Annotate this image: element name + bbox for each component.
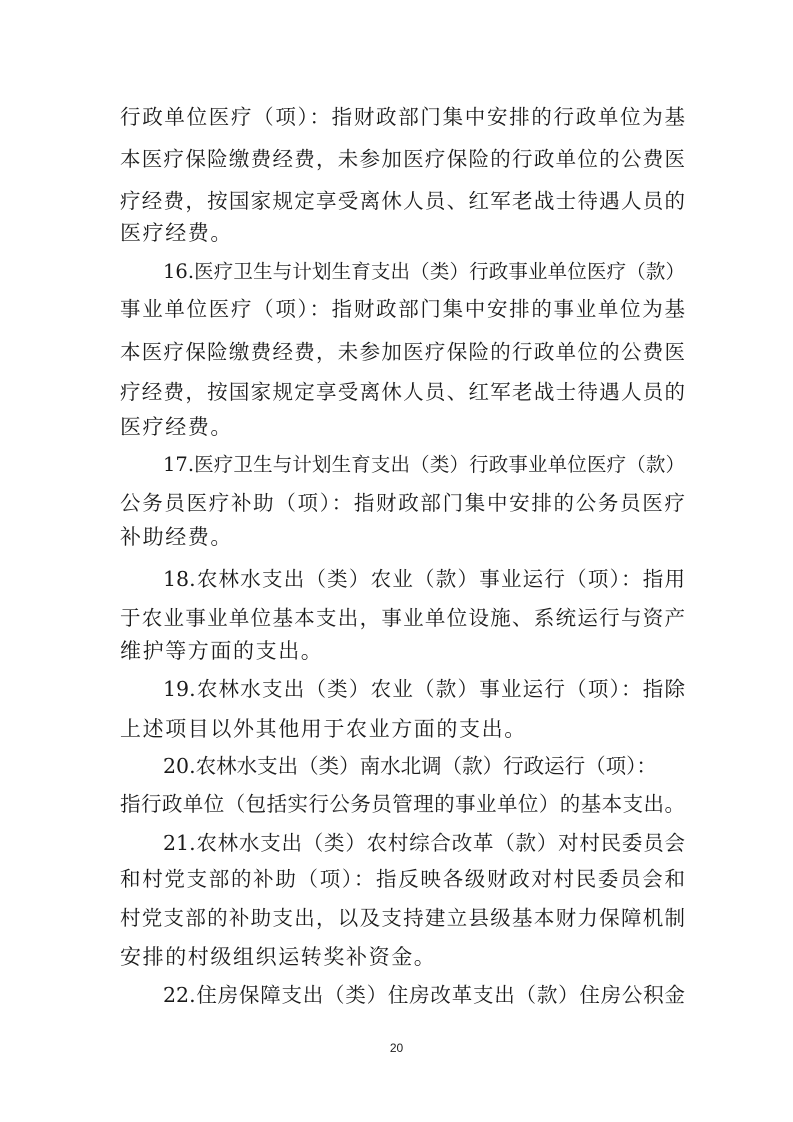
text-line: 上述项目以外其他用于农业方面的支出。: [120, 717, 527, 741]
paragraph-start-17: 17.医疗卫生与计划生育支出（类）行政事业单位医疗（款）: [163, 453, 685, 476]
paragraph-start-22: 22.住房保障支出（类）住房改革支出（款）住房公积金: [163, 983, 685, 1007]
text-line: 公务员医疗补助（项）：指财政部门集中安排的公务员医疗: [120, 491, 685, 515]
paragraph-start-19: 19.农林水支出（类）农业（款）事业运行（项）：指除: [163, 677, 685, 701]
text-line: 村党支部的补助支出，以及支持建立县级基本财力保障机制: [120, 906, 685, 930]
text-line: 安排的村级组织运转奖补资金。: [120, 945, 437, 969]
text-line: 医疗经费。: [120, 221, 233, 245]
text-line: 本医疗保险缴费经费，未参加医疗保险的行政单位的公费医: [120, 340, 685, 364]
text-line: 本医疗保险缴费经费，未参加医疗保险的行政单位的公费医: [120, 147, 685, 171]
text-line: 医疗经费。: [120, 415, 233, 439]
text-line: 事业单位医疗（项）：指财政部门集中安排的事业单位为基: [120, 297, 685, 321]
text-line: 指行政单位（包括实行公务员管理的事业单位）的基本支出。: [120, 792, 685, 816]
text-line: 行政单位医疗（项）：指财政部门集中安排的行政单位为基: [120, 105, 685, 129]
paragraph-start-21: 21.农林水支出（类）农村综合改革（款）对村民委员会: [163, 831, 685, 855]
paragraph-start-20: 20.农林水支出（类）南水北调（款）行政运行（项）：: [163, 754, 657, 778]
text-line: 补助经费。: [120, 525, 233, 549]
page-number: 20: [389, 1041, 404, 1055]
paragraph-start-18: 18.农林水支出（类）农业（款）事业运行（项）：指用: [163, 567, 685, 591]
text-line: 于农业事业单位基本支出，事业单位设施、系统运行与资产: [120, 606, 685, 630]
paragraph-start-16: 16.医疗卫生与计划生育支出（类）行政事业单位医疗（款）: [163, 260, 685, 283]
text-line: 和村党支部的补助（项）：指反映各级财政对村民委员会和: [120, 867, 685, 891]
text-line: 疗经费，按国家规定享受离休人员、红军老战士待遇人员的: [120, 380, 685, 404]
text-line: 维护等方面的支出。: [120, 639, 324, 663]
text-line: 疗经费，按国家规定享受离休人员、红军老战士待遇人员的: [120, 189, 685, 213]
